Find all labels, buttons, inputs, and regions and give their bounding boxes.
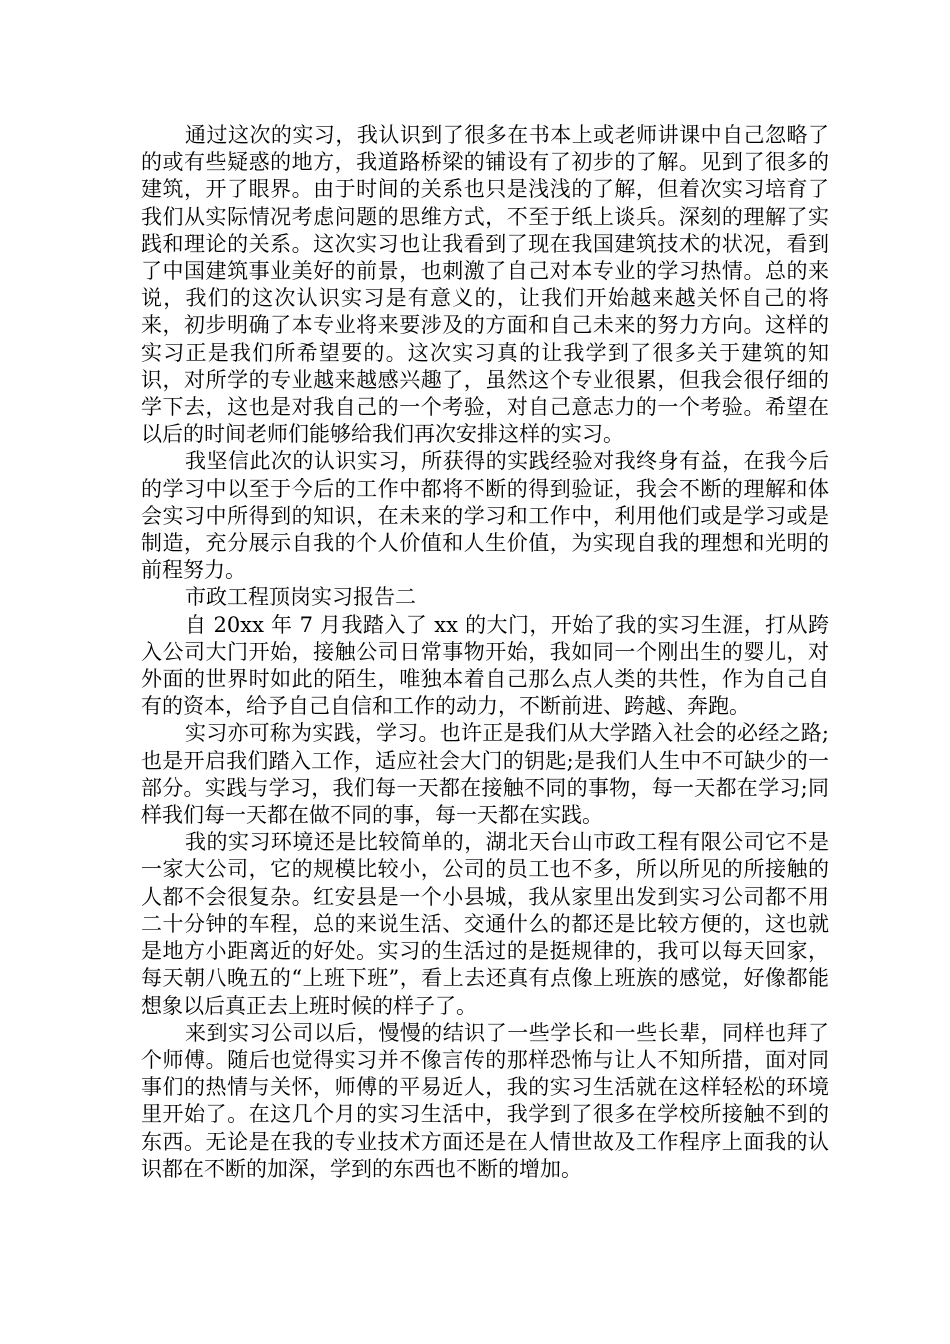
paragraph-environment: 我的实习环境还是比较简单的，湖北天台山市政工程有限公司它不是一家大公司，它的规模比较小，公司的员工也不多，所以所见的所接触的人都不会很复杂。红安县是一个小县城，我从家里出发到实习公司都不用二十分钟的车程，总的来说生活、交通什么的都还是比较方便的，这也就是地方小距离近的好处。实习的生活过的是挺规律的，我可以每天回家，每天朝八晚五的“上班下班”，看上去还真有点像上班族的感觉，好像都能想象以后真正去上班时候的样子了。 xyxy=(141,830,829,1018)
paragraph-practice-learning: 实习亦可称为实践，学习。也许正是我们从大学踏入社会的必经之路;也是开启我们踏入工作，适应社会大门的钥匙;是我们人生中不可缺少的一部分。实践与学习，我们每一天都在接触不同的事物，每一天都在学习;同样我们每一天都在做不同的事，每一天都在实践。 xyxy=(141,721,829,828)
section-title: 市政工程顶岗实习报告二 xyxy=(185,585,416,610)
paragraph-start-internship: 自 20xx 年 7 月我踏入了 xx 的大门，开始了我的实习生涯，打从跨入公司大门开始，接触公司日常事物开始，我如同一个刚出生的婴儿，对外面的世界时如此的陌生，唯独本着自己那么点人类的共性，作为自己自有的资本，给予自己自信和工作的动力，不断前进、跨越、奔跑。 xyxy=(141,612,829,719)
paragraph-internship-reflection: 通过这次的实习，我认识到了很多在书本上或老师讲课中自己忽略了的或有些疑惑的地方，我道路桥梁的铺设有了初步的了解。见到了很多的建筑，开了眼界。由于时间的关系也只是浅浅的了解，但着次实习培育了我们从实际情况考虑问题的思维方式，不至于纸上谈兵。深刻的理解了实践和理论的关系。这次实习也让我看到了现在我国建筑技术的状况，看到了中国建筑事业美好的前景，也刺激了自己对本专业的学习热情。总的来说，我们的这次认识实习是有意义的，让我们开始越来越关怀自己的将来，初步明确了本专业将来要涉及的方面和自己未来的努力方向。这样的实习正是我们所希望要的。这次实习真的让我学到了很多关于建筑的知识，对所学的专业越来越感兴趣了，虽然这个专业很累，但我会很仔细的学下去，这也是对我自己的一个考验，对自己意志力的一个考验。希望在以后的时间老师们能够给我们再次安排这样的实习。 xyxy=(141,123,829,447)
paragraph-mentor: 来到实习公司以后，慢慢的结识了一些学长和一些长辈，同样也拜了个师傅。随后也觉得实习并不像言传的那样恐怖与让人不知所措，面对同事们的热情与关怀，师傅的平易近人，我的实习生活就在这样轻松的环境里开始了。在这几个月的实习生活中，我学到了很多在学校所接触不到的东西。无论是在我的专业技术方面还是在人情世故及工作程序上面我的认识都在不断的加深，学到的东西也不断的增加。 xyxy=(141,1020,829,1181)
document-body xyxy=(141,122,829,1183)
paragraph-lifelong-benefit: 我坚信此次的认识实习，所获得的实践经验对我终身有益，在我今后的学习中以至于今后的工作中都将不断的得到验证，我会不断的理解和体会实习中所得到的知识，在未来的学习和工作中，利用他们或是学习或是制造，充分展示自我的个人价值和人生价值，为实现自我的理想和光明的前程努力。 xyxy=(141,449,829,583)
